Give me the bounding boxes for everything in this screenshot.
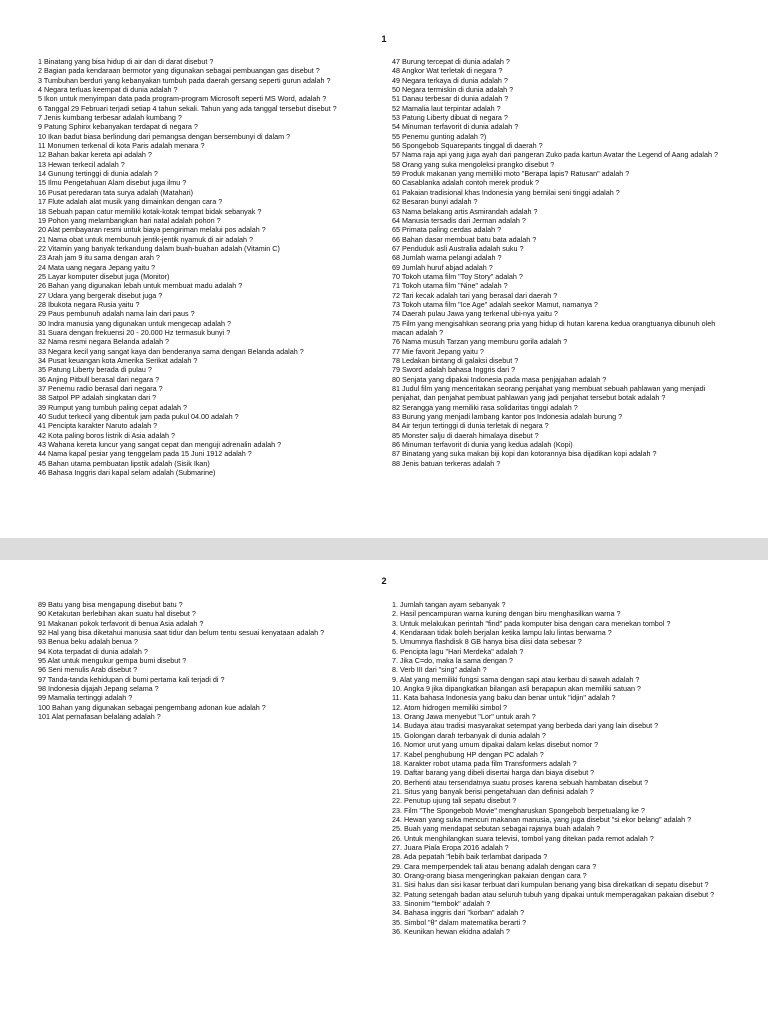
question-item: 40 Sudut terkecil yang dibentuk jam pada pukul 04.00 adalah ? <box>38 412 239 422</box>
question-item: 79 Sword adalah bahasa Inggris dari ? <box>392 365 516 375</box>
question-item: 34. Bahasa inggris dari "korban" adalah ? <box>392 908 525 918</box>
question-item: 37 Penemu radio berasal dari negara ? <box>38 384 163 394</box>
question-item: 94 Kota terpadat di dunia adalah ? <box>38 646 148 656</box>
question-item: 65 Primata paling cerdas adalah ? <box>392 225 502 235</box>
question-item: 38 Satpol PP adalah singkatan dari ? <box>38 393 157 403</box>
question-item: 14 Gunung tertinggi di dunia adalah ? <box>38 169 158 179</box>
question-item: 98 Indonesia dijajah Jepang selama ? <box>38 684 159 694</box>
question-item: 21 Nama obat untuk membunuh jentik-jentik nyamuk di air adalah ? <box>38 234 253 244</box>
question-item: 13 Hewan terkecil adalah ? <box>38 159 125 169</box>
page-number-1: 1 <box>381 34 387 44</box>
question-item: 89 Batu yang bisa mengapung disebut batu ? <box>38 600 183 609</box>
question-item: 77 Mie favorit Jepang yaitu ? <box>392 346 484 356</box>
question-item: 14. Budaya atau tradisi masyarakat setempat yang berbeda dari yang lain disebut ? <box>392 721 659 731</box>
question-item: 31. Sisi halus dan sisi kasar terbuat dari kumpulan benang yang bisa direkatkan di sepatu disebut ? <box>392 880 709 890</box>
question-item: 21. Situs yang banyak berisi pengetahuan dan definisi adalah ? <box>392 786 594 796</box>
question-item: 12. Atom hidrogen memiliki simbol ? <box>392 702 508 712</box>
question-item: 62 Besaran bunyi adalah ? <box>392 197 478 207</box>
question-item: 74 Daerah pulau Jawa yang terkenal ubi-nya yaitu ? <box>392 309 558 319</box>
page2-left-column <box>38 600 374 721</box>
question-item: 78 Ledakan bintang di galaksi disebut ? <box>392 356 519 365</box>
question-item: 51 Danau terbesar di dunia adalah ? <box>392 94 509 104</box>
question-item: 25 Layar komputer disebut juga (Monitor) <box>38 271 170 281</box>
question-item: 12 Bahan bakar kereta api adalah ? <box>38 150 152 160</box>
question-item: 66 Bahan dasar membuat batu bata adalah ? <box>392 234 537 244</box>
question-item: 11 Monumen terkenal di kota Paris adalah menara ? <box>38 141 205 151</box>
question-item: 55 Penemu gunting adalah ?) <box>392 131 487 141</box>
question-item: 22. Penutup ujung tali sepatu disebut ? <box>392 796 517 806</box>
question-item: 19 Pohon yang melambangkan hari natal adalah pohon ? <box>38 215 221 225</box>
question-item: 70 Tokoh utama film "Toy Story" adalah ? <box>392 271 523 281</box>
question-item: 17. Kabel penghubung HP dengan PC adalah ? <box>392 749 544 759</box>
question-item: 57 Nama raja api yang juga ayah dari pangeran Zuko pada kartun Avatar the Legend of Aang adalah ? <box>392 150 718 160</box>
question-item: 32 Nama resmi negara Belanda adalah ? <box>38 337 170 347</box>
question-item: 82 Serangga yang memiliki rasa solidaritas tinggi adalah ? <box>392 402 578 412</box>
question-item: 25. Buah yang mendapat sebutan sebagai rajanya buah adalah ? <box>392 824 601 834</box>
question-item: 27. Juara Piala Eropa 2016 adalah ? <box>392 842 509 852</box>
question-item: 36. Keunikan hewan ekidna adalah ? <box>392 927 510 937</box>
question-item: 18 Sebuah papan catur memiliki kotak-kotak tempat bidak sebanyak ? <box>38 206 262 216</box>
question-item: 54 Minuman terfavorit di dunia adalah ? <box>392 122 519 132</box>
question-item: 6 Tanggal 29 Februari terjadi setiap 4 tahun sekali. Tahun yang ada tanggal tersebut disebut ? <box>38 103 337 113</box>
question-item: 27 Udara yang bergerak disebut juga ? <box>38 290 163 300</box>
question-item: 15 Ilmu Pengetahuan Alam disebut juga ilmu ? <box>38 178 187 188</box>
question-item: 73 Tokoh utama film "Ice Age" adalah seekor Mamut, namanya ? <box>392 299 598 309</box>
question-item: 53 Patung Liberty dibuat di negara ? <box>392 113 508 123</box>
question-item: 83 Burung yang menjadi lambang kantor pos Indonesia adalah burung ? <box>392 412 623 422</box>
question-item: 90 Ketakutan berlebihan akan suatu hal disebut ? <box>38 609 196 619</box>
question-item: 4. Kendaraan tidak boleh berjalan ketika lampu lalu lintas berwarna ? <box>392 628 612 638</box>
question-item: 28 Ibukota negara Rusia yaitu ? <box>38 299 140 309</box>
question-item: 31 Suara dengan frekuensi 20 - 20.000 Hz termasuk bunyi ? <box>38 327 231 337</box>
question-item: 35 Patung Liberty berada di pulau ? <box>38 365 152 375</box>
question-item: 16. Nomor urut yang umum dipakai dalam kelas disebut nomor ? <box>392 740 599 750</box>
question-item: 96 Seni menulis Arab disebut ? <box>38 665 138 675</box>
question-item: 16 Pusat peredaran tata surya adalah (Matahari) <box>38 187 194 197</box>
question-item: 84 Air terjun tertinggi di dunia terletak di negara ? <box>392 421 549 431</box>
question-item: 48 Angkor Wat terletak di negara ? <box>392 66 503 76</box>
question-item: 88 Jenis batuan terkeras adalah ? <box>392 458 501 468</box>
question-item: 100 Bahan yang digunakan sebagai pengembang adonan kue adalah ? <box>38 702 266 712</box>
question-item: 3 Tumbuhan berduri yang kebanyakan tumbuh pada daerah gersang seperti gurun adalah ? <box>38 75 331 85</box>
question-item: 85 Monster salju di daerah himalaya disebut ? <box>392 430 539 440</box>
question-item: 7. Jika C=do, maka la sama dengan ? <box>392 656 513 666</box>
question-item: 20 Alat pembayaran resmi untuk biaya pengiriman melalui pos adalah ? <box>38 225 266 235</box>
question-item: 9 Patung Sphinx kebanyakan terdapat di negara ? <box>38 122 198 132</box>
question-item: 28. Ada pepatah "lebih baik terlambat daripada ? <box>392 852 548 862</box>
question-item: 20. Berhenti atau tersendatnya suatu proses karena sebuah hambatan disebut ? <box>392 777 649 787</box>
question-item: 5. Umumnya flashdisk 8 GB hanya bisa diisi data sebesar ? <box>392 637 582 647</box>
question-item: 19. Daftar barang yang dibeli disertai harga dan biaya disebut ? <box>392 768 595 778</box>
question-item: 9. Alat yang memiliki fungsi sama dengan sapi atau kerbau di sawah adalah ? <box>392 674 640 684</box>
question-item: 99 Mamalia tertinggi adalah ? <box>38 693 133 703</box>
question-item: 29 Paus pembunuh adalah nama lain dari paus ? <box>38 309 195 319</box>
question-item: 1. Jumlah tangan ayam sebanyak ? <box>392 600 506 609</box>
question-item: 71 Tokoh utama film "Nine" adalah ? <box>392 281 508 291</box>
question-item: 15. Golongan darah terbanyak di dunia adalah ? <box>392 730 546 740</box>
question-item: 33. Sinonim "tembok" adalah ? <box>392 899 491 908</box>
question-item: 60 Casablanka adalah contoh merek produk ? <box>392 178 540 188</box>
question-item: 46 Bahasa Inggris dari kapal selam adalah (Submarine) <box>38 468 216 478</box>
question-item: 30. Orang-orang biasa mengeringkan pakaian dengan cara ? <box>392 870 587 880</box>
question-item: 76 Nama musuh Tarzan yang memburu gorila adalah ? <box>392 337 568 347</box>
question-item: 3. Untuk melakukan perintah "find" pada komputer bisa dengan cara menekan tombol ? <box>392 618 671 628</box>
question-item: 5 Ikon untuk menyimpan data pada program-program Microsoft seperti MS Word, adalah ? <box>38 94 327 104</box>
question-item: 50 Negara termiskin di dunia adalah ? <box>392 85 514 95</box>
question-item: 59 Produk makanan yang memiliki moto "Berapa lapis? Ratusan" adalah ? <box>392 169 630 179</box>
question-item: 56 Spongebob Squarepants tinggal di daerah ? <box>392 141 543 151</box>
question-item: 47 Burung tercepat di dunia adalah ? <box>392 57 510 66</box>
question-item: 22 Vitamin yang banyak terkandung dalam buah-buahan adalah (Vitamin C) <box>38 243 280 253</box>
page-number-2: 2 <box>381 576 387 586</box>
page2-right-column <box>392 600 728 936</box>
question-item: 43 Wahana kereta luncur yang sangat cepat dan menguji adrenalin adalah ? <box>38 440 282 450</box>
question-item: 8. Verb III dari "sing" adalah ? <box>392 665 487 675</box>
question-item: 45 Bahan utama pembuatan lipstik adalah (Sisik Ikan) <box>38 458 210 468</box>
question-item: 23. Film "The Spongebob Movie" mengharuskan Spongebob berpetualang ke ? <box>392 805 645 815</box>
question-item: 91 Makanan pokok terfavorit di benua Asia adalah ? <box>38 618 204 628</box>
question-item: 4 Negara terluas keempat di dunia adalah ? <box>38 85 178 95</box>
page1-right-column <box>392 57 728 468</box>
question-item: 97 Tanda-tanda kehidupan di bumi pertama kali terjadi di ? <box>38 674 225 684</box>
question-item: 32. Patung setengah badan atau seluruh tubuh yang dipakai untuk memperagakan pakaian disebut ? <box>392 889 715 899</box>
question-item: 7 Jenis kumbang terbesar adalah kumbang ? <box>38 113 182 123</box>
question-item: 10 Ikan badut biasa berlindung dari pemangsa dengan bersembunyi di dalam ? <box>38 131 291 141</box>
question-item: 17 Flute adalah alat musik yang dimainkan dengan cara ? <box>38 197 223 207</box>
question-item: 67 Penduduk asli Australia adalah suku ? <box>392 243 524 253</box>
question-item: 26 Bahan yang digunakan lebah untuk membuat madu adalah ? <box>38 281 243 291</box>
question-item: 41 Pencipta karakter Naruto adalah ? <box>38 421 158 431</box>
question-item: 87 Binatang yang suka makan biji kopi dan kotorannya bisa dijadikan kopi adalah ? <box>392 449 657 459</box>
question-item: 93 Benua beku adalah benua ? <box>38 637 138 647</box>
question-item: 61 Pakaian tradisional khas Indonesia yang bernilai seni tinggi adalah ? <box>392 187 620 197</box>
question-item: 64 Manusia tersadis dari Jerman adalah ? <box>392 215 526 225</box>
question-item: 36 Anjing Pitbull berasal dari negara ? <box>38 374 160 384</box>
question-item: 68 Jumlah warna pelangi adalah ? <box>392 253 502 263</box>
question-item: 81 Judul film yang menceritakan seorang penjahat yang membuat sebuah pahlawan yang menjadi penjahat, dan penjahat pembuat pahlawan yang jadi penjahat tersebut botak adalah ? <box>392 384 706 403</box>
question-item: 24. Hewan yang suka mencuri makanan manusia, yang juga disebut "si ekor belang" adalah ? <box>392 814 692 824</box>
question-item: 92 Hal yang bisa diketahui manusia saat tidur dan belum tentu sesuai kenyataan adalah ? <box>38 628 325 638</box>
question-item: 34 Pusat keuangan kota Amerika Serikat adalah ? <box>38 356 198 365</box>
page1-left-column <box>38 57 374 477</box>
question-item: 10. Angka 9 jika dipangkatkan bilangan asli berapapun akan memiliki satuan ? <box>392 684 641 694</box>
question-item: 58 Orang yang suka mengoleksi prangko disebut ? <box>392 159 555 169</box>
question-item: 63 Nama belakang artis Asmirandah adalah ? <box>392 206 538 216</box>
question-item: 86 Minuman terfavorit di dunia yang kedua adalah (Kopi) <box>392 440 573 450</box>
question-item: 2. Hasil pencampuran warna kuning dengan biru menghasilkan warna ? <box>392 609 621 619</box>
question-item: 75 Film yang mengisahkan seorang pria yang hidup di hutan karena kedua orangtuanya dibunuh oleh macan adalah ? <box>392 318 716 337</box>
question-item: 18. Karakter robot utama pada film Transformers adalah ? <box>392 758 577 768</box>
question-item: 39 Rumput yang tumbuh paling cepat adalah ? <box>38 402 188 412</box>
question-item: 26. Untuk menghilangkan suara televisi, tombol yang ditekan pada remot adalah ? <box>392 833 654 843</box>
question-item: 1 Binatang yang bisa hidup di air dan di darat disebut ? <box>38 57 214 66</box>
question-item: 30 Indra manusia yang digunakan untuk mengecap adalah ? <box>38 318 232 328</box>
question-item: 11. Kata bahasa Indonesia yang baku dan benar untuk "idjin" adalah ? <box>392 693 616 703</box>
question-item: 23 Arah jam 9 itu sama dengan arah ? <box>38 253 160 263</box>
question-item: 95 Alat untuk mengukur gempa bumi disebut ? <box>38 656 187 666</box>
question-item: 44 Nama kapal pesiar yang tenggelam pada 15 Juni 1912 adalah ? <box>38 449 252 459</box>
question-item: 101 Alat pernafasan belalang adalah ? <box>38 712 161 722</box>
question-item: 13. Orang Jawa menyebut "Lor" untuk arah ? <box>392 712 536 722</box>
question-item: 49 Negara terkaya di dunia adalah ? <box>392 75 508 85</box>
question-item: 69 Jumlah huruf abjad adalah ? <box>392 262 493 272</box>
question-item: 24 Mata uang negara Jepang yaitu ? <box>38 262 156 272</box>
question-item: 72 Tari kecak adalah tari yang berasal dari daerah ? <box>392 290 558 300</box>
question-item: 52 Mamalia laut terpintar adalah ? <box>392 103 501 113</box>
question-item: 6. Pencipta lagu "Hari Merdeka" adalah ? <box>392 646 524 656</box>
question-item: 33 Negara kecil yang sangat kaya dan benderanya sama dengan Belanda adalah ? <box>38 346 304 356</box>
question-item: 2 Bagian pada kendaraan bermotor yang digunakan sebagai pembuangan gas disebut ? <box>38 66 320 76</box>
page-gap <box>0 538 768 560</box>
question-item: 29. Cara memperpendek tali atau benang adalah dengan cara ? <box>392 861 597 871</box>
question-item: 42 Kota paling boros listrik di Asia adalah ? <box>38 430 176 440</box>
question-item: 35. Simbol "θ" dalam matematika berarti ? <box>392 917 527 927</box>
question-item: 80 Senjata yang dipakai Indonesia pada masa penjajahan adalah ? <box>392 374 607 384</box>
